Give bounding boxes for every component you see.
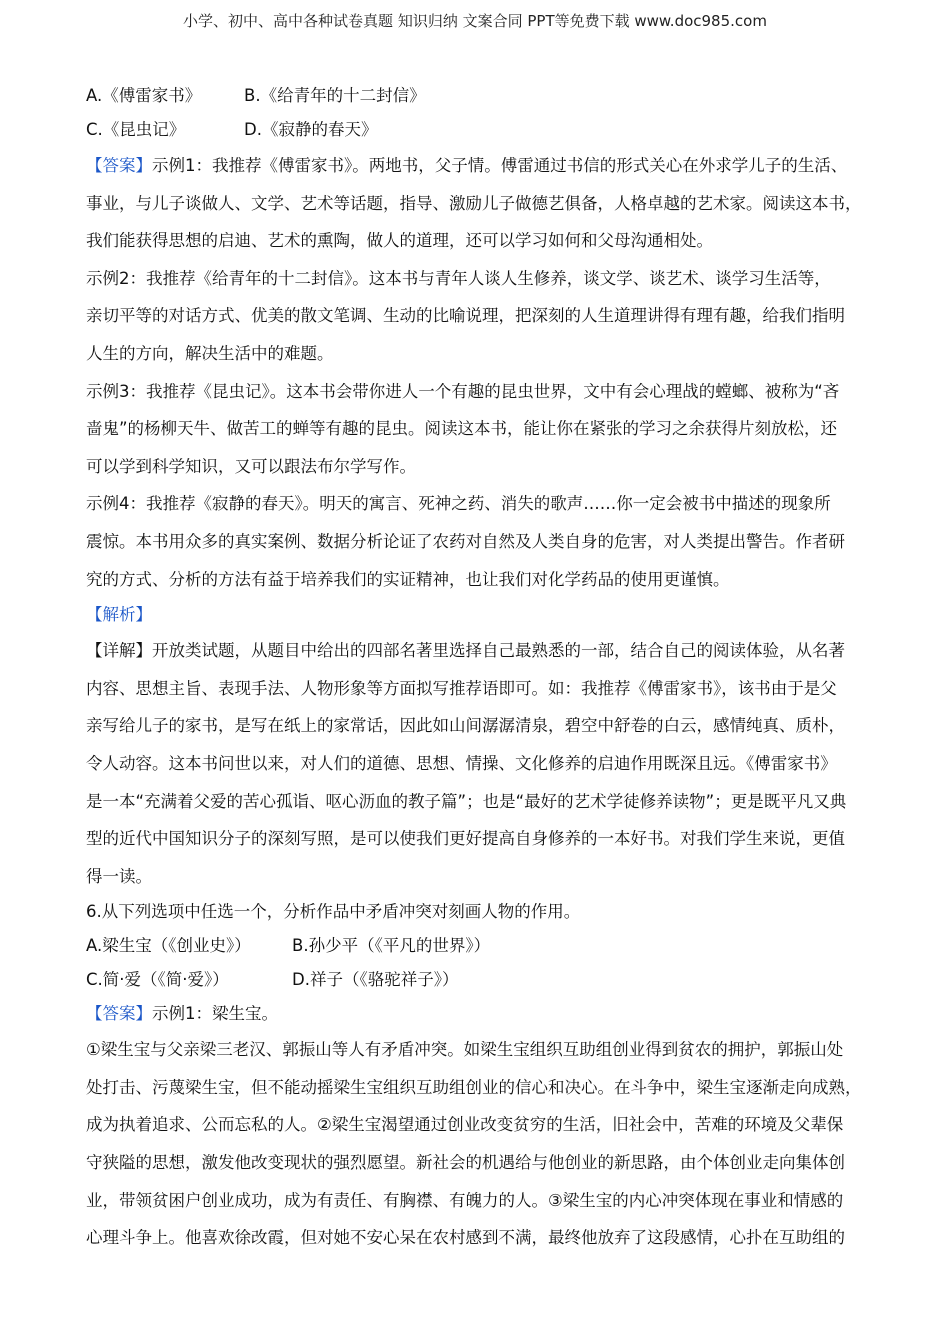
q5-answer-line: 示例4：我推荐《寂静的春天》。明天的寓言、死神之药、消失的歌声……你一定会被书中描述的现象所 [86,494,831,514]
q5-option-d: D.《寂静的春天》 [244,120,378,139]
q5-option-b: B.《给青年的十二封信》 [244,86,426,105]
q6-answer-line: 处打击、污蔑梁生宝，但不能动摇梁生宝组织互助组创业的信心和决心。在斗争中，梁生宝逐渐走向成熟， [86,1077,862,1097]
q6-stem: 6.从下列选项中任选一个，分析作品中矛盾冲突对刻画人物的作用。 [86,902,581,922]
q5-answer-line: 示例3：我推荐《昆虫记》。这本书会带你进人一个有趣的昆虫世界，文中有会心理战的螳螂、被称为“吝 [86,381,840,401]
detail-tag: 【详解】 [86,641,152,661]
q5-option-c: C.《昆虫记》 [86,120,186,139]
q5-detail-line: 是一本“充满着父爱的苦心孤诣、呕心沥血的教子篇”；也是“最好的艺术学徒修养读物”；更是既平凡又典 [86,791,847,811]
q6-option-c: C.简·爱（《简·爱》） [86,970,229,990]
q6-option-d: D.祥子（《骆驼祥子》） [292,970,459,990]
q5-answer-line: 事业，与儿子谈做人、文学、艺术等话题，指导、激励儿子做德艺俱备，人格卓越的艺术家。阅读这本书， [86,193,862,213]
q6-options-row-2 [86,963,876,997]
q5-answer-line: 究的方式、分析的方法有益于培养我们的实证精神，也让我们对化学药品的使用更谨慎。 [86,569,730,589]
page-header: 小学、初中、高中各种试卷真题 知识归纳 文案合同 PPT等免费下载 www.doc985.com [183,12,767,30]
q5-answer-line: 震惊。本书用众多的真实案例、数据分析论证了农药对自然及人类自身的危害，对人类提出警告。作者研 [86,531,845,551]
q5-detail-line: 亲写给儿子的家书，是写在纸上的家常话，因此如山间潺潺清泉，碧空中舒卷的白云，感情纯真、质朴， [86,716,845,736]
q6-answer-line: 守狭隘的思想，激发他改变现状的强烈愿望。新社会的机遇给与他创业的新思路，由个体创业走向集体创 [86,1153,845,1173]
q5-detail-line: 内容、思想主旨、表现手法、人物形象等方面拟写推荐语即可。如：我推荐《傅雷家书》，该书由于是父 [86,678,837,698]
q6-answer-line: 成为执着追求、公而忘私的人。②梁生宝渴望通过创业改变贫穷的生活，旧社会中，苦难的环境及父辈保 [86,1115,844,1135]
q5-answer-line: 啬鬼”的杨柳天牛、做苦工的蝉等有趣的昆虫。阅读这本书，能让你在紧张的学习之余获得片刻放松，还 [86,419,838,439]
q5-options-row-2 [86,113,876,147]
q5-answer-line: 亲切平等的对话方式、优美的散文笔调、生动的比喻说理，把深刻的人生道理讲得有理有趣，给我们指明 [86,306,845,326]
q6-answer-line: 业，带领贫困户创业成功，成为有责任、有胸襟、有魄力的人。③梁生宝的内心冲突体现在事业和情感的 [86,1190,844,1210]
detail-text: 开放类试题，从题目中给出的四部名著里选择自己最熟悉的一部，结合自己的阅读体验，从名著 [152,641,845,661]
q5-detail-line: 型的近代中国知识分子的深刻写照，是可以使我们更好提高自身修养的一本好书。对我们学生来说，更值 [86,829,845,849]
q6-answer-line: 心理斗争上。他喜欢徐改霞，但对她不安心呆在农村感到不满，最终他放弃了这段感情，心扑在互助组的 [86,1228,845,1248]
q5-answer-line: 人生的方向，解决生活中的难题。 [86,343,334,363]
analysis-tag: 【解析】 [86,605,152,625]
q6-option-b: B.孙少平（《平凡的世界》） [292,936,491,956]
q5-options-row-1 [86,79,876,113]
analysis-heading [86,598,876,632]
answer-tag: 【答案】 [86,1004,152,1024]
answer-tag: 【答案】 [86,156,152,175]
q6-options-row-1 [86,929,876,963]
q5-answer-line [86,147,876,185]
q6-answer-first: 示例1：梁生宝。 [152,1004,278,1024]
q5-answer-line: 可以学到科学知识，又可以跟法布尔学写作。 [86,456,416,476]
q5-answer-line: 示例2：我推荐《给青年的十二封信》。这本书与青年人谈人生修养，谈文学、谈艺术、谈学习生活等， [86,268,831,288]
q5-option-a: A.《傅雷家书》 [86,86,202,105]
q5-detail-line [86,632,876,670]
q5-detail-line: 得一读。 [86,866,152,886]
q6-answer-line: ①梁生宝与父亲梁三老汉、郭振山等人有矛盾冲突。如梁生宝组织互助组创业得到贫农的拥护，郭振山处 [86,1040,844,1060]
answer-text: 示例1：我推荐《傅雷家书》。两地书，父子情。傅雷通过书信的形式关心在外求学儿子的生活、 [152,156,848,175]
q5-answer-line: 我们能获得思想的启迪、艺术的熏陶，做人的道理，还可以学习如何和父母沟通相处。 [86,231,713,251]
document-body [86,79,876,1257]
q6-option-a: A.梁生宝（《创业史》） [86,936,251,956]
q5-detail-line: 令人动容。这本书问世以来，对人们的道德、思想、情操、文化修养的启迪作用既深且远。《傅雷家书》 [86,753,837,773]
q6-answer-heading [86,997,876,1031]
